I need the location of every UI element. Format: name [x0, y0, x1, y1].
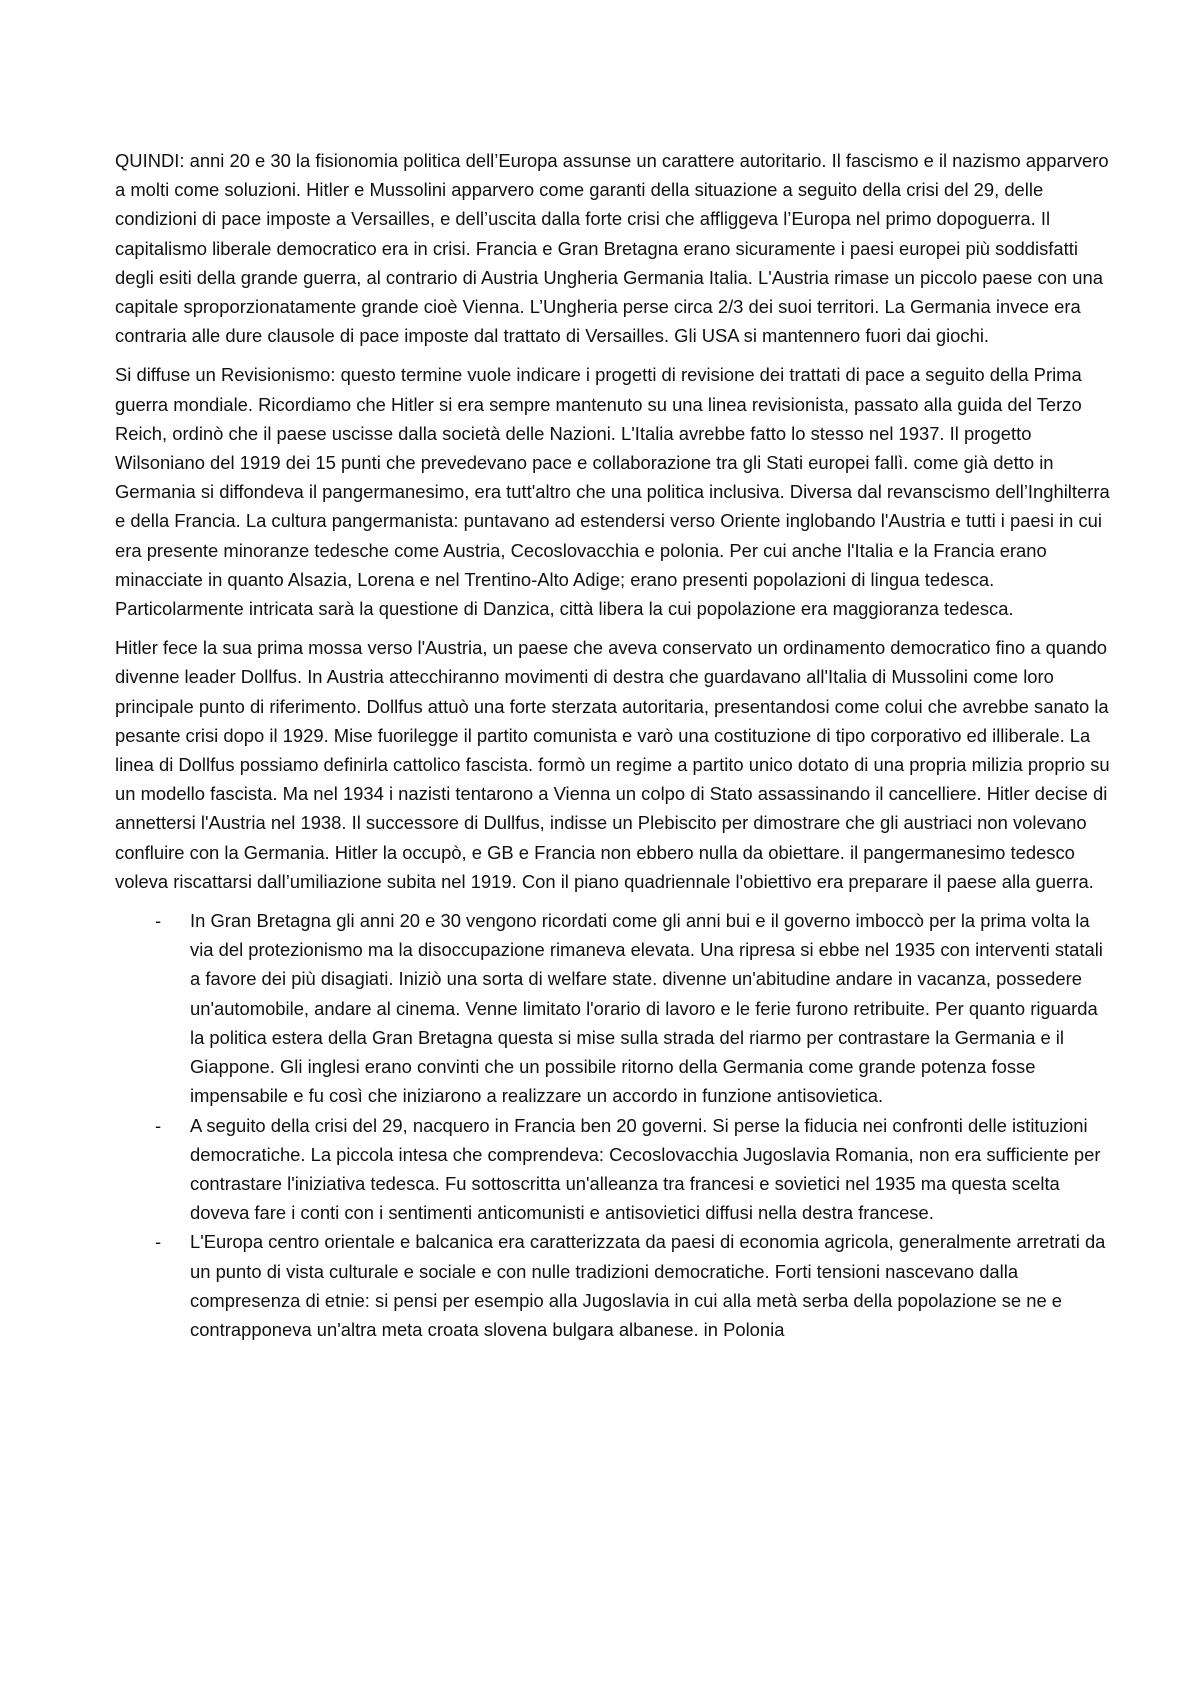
bullet-item-gran-bretagna: [115, 906, 1115, 1110]
bullet-item-europa-orientale: [115, 1227, 1115, 1344]
bullet-text: A seguito della crisi del 29, nacquero in Francia ben 20 governi. Si perse la fiducia nei confronti delle istituzioni democratiche. La piccola intesa che comprendeva: Cecoslovacchia Jugoslavia Romania, non era sufficiente per contrastare l'iniziativa tedesca. Fu sottoscritta un'alleanza tra francesi e sovietici nel 1935 ma questa scelta doveva fare i conti con i sentimenti anticomunisti e antisovietici diffusi nella destra francese.: [190, 1114, 1101, 1224]
bullet-text: In Gran Bretagna gli anni 20 e 30 vengono ricordati come gli anni bui e il governo imboccò per la prima volta la via del protezionismo ma la disoccupazione rimaneva elevata. Una ripresa si ebbe nel 1935 con interventi statali a favore dei più disagiati. Iniziò una sorta di welfare state. divenne un'abitudine andare in vacanza, possedere un'automobile, andare al cinema. Venne limitato l'orario di lavoro e le ferie furono retribuite. Per quanto riguarda la politica estera della Gran Bretagna questa si mise sulla strada del riarmo per contrastare la Germania e il Giappone. Gli inglesi erano convinti che un possibile ritorno della Germania come grande potenza fosse impensabile e fu così che iniziarono a realizzare un accordo in funzione antisovietica.: [190, 910, 1103, 1107]
bullet-list: [115, 906, 1115, 1344]
bullet-item-francia: [115, 1111, 1115, 1228]
bullet-text: L'Europa centro orientale e balcanica era caratterizzata da paesi di economia agricola, generalmente arretrati da un punto di vista culturale e sociale e con nulle tradizioni democratiche. Forti tensioni nascevano dalla compresenza di etnie: si pensi per esempio alla Jugoslavia in cui alla metà serba della popolazione se ne e contrapponeva un'altra meta croata slovena bulgara albanese. in Polonia: [190, 1231, 1106, 1340]
bullet-dash: -: [155, 1231, 162, 1253]
bullet-dash: -: [155, 910, 162, 932]
document-body: [115, 146, 1115, 1344]
bullet-dash: -: [155, 1114, 162, 1136]
paragraph-austria: Hitler fece la sua prima mossa verso l'Austria, un paese che aveva conservato un ordinamento democratico fino a quando divenne leader Dollfus. In Austria attecchiranno movimenti di destra che guardavano all'Italia di Mussolini come loro principale punto di riferimento. Dollfus attuò una forte sterzata autoritaria, presentandosi come colui che avrebbe sanato la pesante crisi dopo il 1929. Mise fuorilegge il partito comunista e varò una costituzione di tipo corporativo ed illiberale. La linea di Dollfus possiamo definirla cattolico fascista. formò un regime a partito unico dotato di una propria milizia proprio su un modello fascista. Ma nel 1934 i nazisti tentarono a Vienna un colpo di Stato assassinando il cancelliere. Hitler decise di annettersi l'Austria nel 1938. Il successore di Dullfus, indisse un Plebiscito per dimostrare che gli austriaci non volevano confluire con la Germania. Hitler la occupò, e GB e Francia non ebbero nulla da obiettare. il pangermanesimo tedesco voleva riscattarsi dall’umiliazione subita nel 1919. Con il piano quadriennale l'obiettivo era preparare il paese alla guerra.: [115, 637, 1110, 892]
paragraph-quindi: QUINDI: anni 20 e 30 la fisionomia politica dell’Europa assunse un carattere autoritario. Il fascismo e il nazismo apparvero a molti come soluzioni. Hitler e Mussolini apparvero come garanti della situazione a seguito della crisi del 29, delle condizioni di pace imposte a Versailles, e dell’uscita dalla forte crisi che affliggeva l’Europa nel primo dopoguerra. Il capitalismo liberale democratico era in crisi. Francia e Gran Bretagna erano sicuramente i paesi europei più soddisfatti degli esiti della grande guerra, al contrario di Austria Ungheria Germania Italia. L'Austria rimase un piccolo paese con una capitale sproporzionatamente grande cioè Vienna. L’Ungheria perse circa 2/3 dei suoi territori. La Germania invece era contraria alle dure clausole di pace imposte dal trattato di Versailles. Gli USA si mantennero fuori dai giochi.: [115, 150, 1109, 347]
paragraph-revisionismo: Si diffuse un Revisionismo: questo termine vuole indicare i progetti di revisione dei trattati di pace a seguito della Prima guerra mondiale. Ricordiamo che Hitler si era sempre mantenuto su una linea revisionista, passato alla guida del Terzo Reich, ordinò che il paese uscisse dalla società delle Nazioni. L'Italia avrebbe fatto lo stesso nel 1937. Il progetto Wilsoniano del 1919 dei 15 punti che prevedevano pace e collaborazione tra gli Stati europei fallì. come già detto in Germania si diffondeva il pangermanesimo, era tutt'altro che una politica inclusiva. Diversa dal revanscismo dell’Inghilterra e della Francia. La cultura pangermanista: puntavano ad estendersi verso Oriente inglobando l'Austria e tutti i paesi in cui era presente minoranze tedesche come Austria, Cecoslovacchia e polonia. Per cui anche l'Italia e la Francia erano minacciate in quanto Alsazia, Lorena e nel Trentino-Alto Adige; erano presenti popolazioni di lingua tedesca. Particolarmente intricata sarà la questione di Danzica, città libera la cui popolazione era maggioranza tedesca.: [115, 364, 1110, 620]
